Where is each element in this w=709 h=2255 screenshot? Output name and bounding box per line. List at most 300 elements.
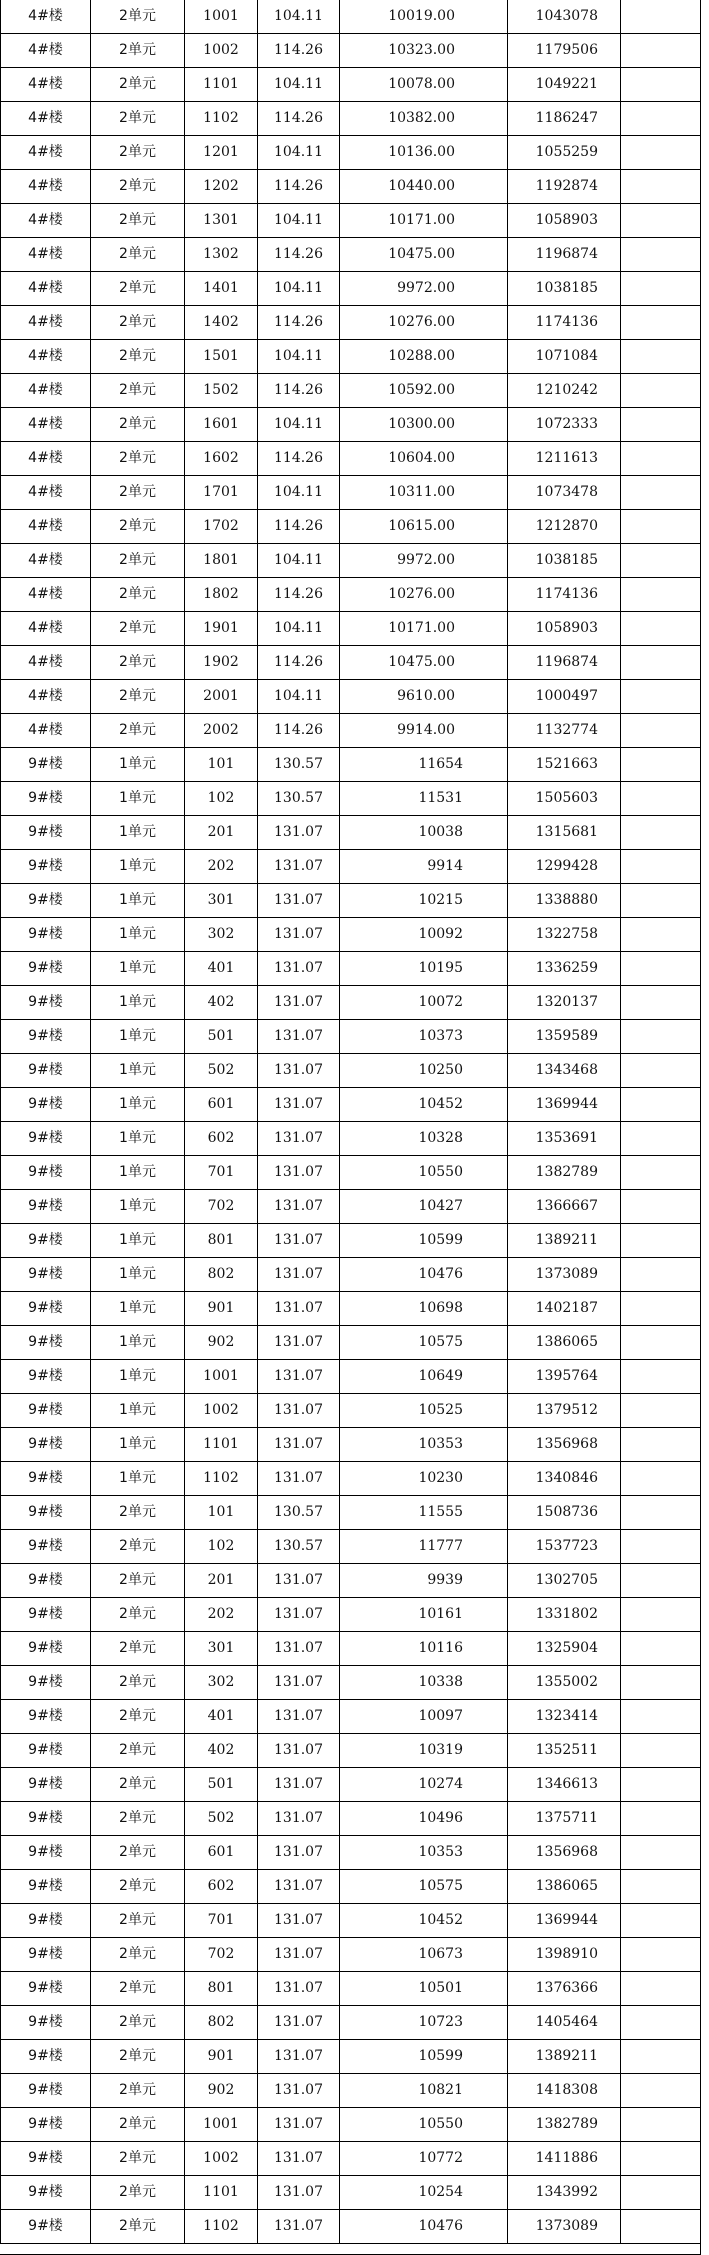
building-cell: 9#楼 [1,1088,91,1122]
room-number-cell: 1101 [185,1428,258,1462]
unit-price-cell: 10195 [340,952,508,986]
table-row [1,816,701,850]
unit-cell: 2单元 [91,374,185,408]
note-cell [621,1020,701,1054]
room-number-cell: 1902 [185,646,258,680]
area-cell: 104.11 [258,612,340,646]
room-number-cell: 1601 [185,408,258,442]
unit-cell: 2单元 [91,2176,185,2210]
building-cell: 4#楼 [1,680,91,714]
unit-cell: 1单元 [91,986,185,1020]
area-cell: 104.11 [258,680,340,714]
unit-price-cell: 10338 [340,1666,508,1700]
room-number-cell: 502 [185,1802,258,1836]
unit-cell: 1单元 [91,1054,185,1088]
table-row [1,34,701,68]
area-cell: 131.07 [258,850,340,884]
building-cell: 4#楼 [1,442,91,476]
table-row [1,2108,701,2142]
building-cell: 9#楼 [1,2210,91,2244]
unit-cell: 1单元 [91,918,185,952]
room-number-cell: 902 [185,1326,258,1360]
building-cell: 4#楼 [1,612,91,646]
area-cell: 104.11 [258,476,340,510]
room-number-cell: 601 [185,1836,258,1870]
building-cell: 4#楼 [1,34,91,68]
total-price-cell: 1323414 [508,1700,621,1734]
total-price-cell: 1402187 [508,1292,621,1326]
note-cell [621,1462,701,1496]
total-price-cell: 1174136 [508,306,621,340]
note-cell [621,612,701,646]
unit-price-cell: 10575 [340,1326,508,1360]
unit-price-cell: 10078.00 [340,68,508,102]
unit-cell: 2单元 [91,1598,185,1632]
total-price-cell: 1058903 [508,204,621,238]
unit-cell: 2单元 [91,544,185,578]
unit-cell: 1单元 [91,1190,185,1224]
total-price-cell: 1373089 [508,2210,621,2244]
building-cell: 9#楼 [1,1836,91,1870]
note-cell [621,1122,701,1156]
area-cell: 131.07 [258,2108,340,2142]
area-cell: 131.07 [258,1394,340,1428]
table-row [1,1530,701,1564]
building-cell: 4#楼 [1,68,91,102]
unit-cell: 2单元 [91,1972,185,2006]
note-cell [621,1564,701,1598]
unit-cell: 2单元 [91,102,185,136]
room-number-cell: 701 [185,1156,258,1190]
room-number-cell: 501 [185,1020,258,1054]
unit-cell: 2单元 [91,2040,185,2074]
unit-price-cell: 10288.00 [340,340,508,374]
table-row [1,544,701,578]
note-cell [621,204,701,238]
building-cell: 9#楼 [1,1190,91,1224]
unit-price-cell: 11531 [340,782,508,816]
note-cell [621,2040,701,2074]
unit-cell: 1单元 [91,1020,185,1054]
note-cell [621,986,701,1020]
unit-cell: 2单元 [91,2006,185,2040]
building-cell: 9#楼 [1,1530,91,1564]
area-cell: 114.26 [258,374,340,408]
table-row [1,170,701,204]
total-price-cell: 1375711 [508,1802,621,1836]
unit-price-cell: 10328 [340,1122,508,1156]
table-row [1,1020,701,1054]
total-price-cell: 1340846 [508,1462,621,1496]
unit-price-cell: 10072 [340,986,508,1020]
total-price-cell: 1071084 [508,340,621,374]
unit-cell: 1单元 [91,748,185,782]
room-number-cell: 102 [185,782,258,816]
area-cell: 131.07 [258,1768,340,1802]
unit-cell: 2单元 [91,1904,185,1938]
building-cell: 4#楼 [1,578,91,612]
note-cell [621,748,701,782]
total-price-cell: 1356968 [508,1428,621,1462]
room-number-cell: 401 [185,952,258,986]
note-cell [621,1054,701,1088]
unit-price-cell: 9610.00 [340,680,508,714]
building-cell: 9#楼 [1,952,91,986]
note-cell [621,238,701,272]
room-number-cell: 201 [185,816,258,850]
area-cell: 131.07 [258,1632,340,1666]
table-row [1,1768,701,1802]
building-cell: 4#楼 [1,136,91,170]
area-cell: 131.07 [258,1700,340,1734]
area-cell: 131.07 [258,952,340,986]
unit-price-cell: 10038 [340,816,508,850]
note-cell [621,340,701,374]
note-cell [621,1190,701,1224]
building-cell: 9#楼 [1,884,91,918]
room-number-cell: 1101 [185,68,258,102]
total-price-cell: 1055259 [508,136,621,170]
note-cell [621,2210,701,2244]
table-row [1,1972,701,2006]
note-cell [621,714,701,748]
unit-cell: 2单元 [91,136,185,170]
building-cell: 9#楼 [1,1496,91,1530]
area-cell: 104.11 [258,204,340,238]
room-number-cell: 802 [185,1258,258,1292]
room-number-cell: 602 [185,1122,258,1156]
room-number-cell: 402 [185,986,258,1020]
total-price-cell: 1405464 [508,2006,621,2040]
unit-cell: 1单元 [91,1088,185,1122]
building-cell: 4#楼 [1,340,91,374]
table-row [1,646,701,680]
room-number-cell: 102 [185,1530,258,1564]
unit-price-cell: 10452 [340,1088,508,1122]
note-cell [621,1530,701,1564]
note-cell [621,884,701,918]
room-number-cell: 1701 [185,476,258,510]
total-price-cell: 1356968 [508,1836,621,1870]
unit-price-cell: 10276.00 [340,578,508,612]
note-cell [621,1870,701,1904]
room-number-cell: 702 [185,1938,258,1972]
room-number-cell: 601 [185,1088,258,1122]
table-row [1,680,701,714]
area-cell: 130.57 [258,1496,340,1530]
building-cell: 4#楼 [1,170,91,204]
unit-cell: 1单元 [91,1156,185,1190]
building-cell: 9#楼 [1,1700,91,1734]
area-cell: 114.26 [258,646,340,680]
total-price-cell: 1196874 [508,646,621,680]
note-cell [621,2074,701,2108]
note-cell [621,272,701,306]
table-row [1,782,701,816]
total-price-cell: 1521663 [508,748,621,782]
unit-cell: 1单元 [91,1360,185,1394]
note-cell [621,1734,701,1768]
building-cell: 9#楼 [1,2006,91,2040]
table-row [1,374,701,408]
table-row [1,1122,701,1156]
table-row [1,1428,701,1462]
total-price-cell: 1038185 [508,272,621,306]
building-cell: 9#楼 [1,1122,91,1156]
unit-price-cell: 10496 [340,1802,508,1836]
unit-cell: 2单元 [91,646,185,680]
unit-price-cell: 10382.00 [340,102,508,136]
table-row [1,408,701,442]
room-number-cell: 401 [185,1700,258,1734]
unit-cell: 2单元 [91,408,185,442]
room-number-cell: 1002 [185,34,258,68]
room-number-cell: 801 [185,1972,258,2006]
note-cell [621,1258,701,1292]
room-number-cell: 902 [185,2074,258,2108]
area-cell: 114.26 [258,102,340,136]
total-price-cell: 1343468 [508,1054,621,1088]
note-cell [621,306,701,340]
unit-price-cell: 10698 [340,1292,508,1326]
room-number-cell: 1001 [185,2108,258,2142]
table-row [1,1870,701,1904]
unit-cell: 2单元 [91,68,185,102]
note-cell [621,1156,701,1190]
note-cell [621,1598,701,1632]
area-cell: 131.07 [258,2006,340,2040]
unit-cell: 2单元 [91,1768,185,1802]
total-price-cell: 1336259 [508,952,621,986]
area-cell: 131.07 [258,1258,340,1292]
unit-price-cell: 11777 [340,1530,508,1564]
unit-price-cell: 10525 [340,1394,508,1428]
unit-cell: 2单元 [91,1870,185,1904]
note-cell [621,510,701,544]
unit-price-cell: 10476 [340,1258,508,1292]
building-cell: 9#楼 [1,2074,91,2108]
unit-price-cell: 10230 [340,1462,508,1496]
total-price-cell: 1389211 [508,2040,621,2074]
unit-price-cell: 10475.00 [340,238,508,272]
area-cell: 114.26 [258,510,340,544]
table-row [1,1598,701,1632]
unit-price-cell: 10452 [340,1904,508,1938]
unit-cell: 2单元 [91,510,185,544]
table-row [1,2210,701,2244]
unit-price-cell: 10215 [340,884,508,918]
unit-cell: 2单元 [91,2210,185,2244]
unit-cell: 2单元 [91,340,185,374]
note-cell [621,2142,701,2176]
unit-cell: 1单元 [91,1258,185,1292]
unit-cell: 1单元 [91,1122,185,1156]
table-row [1,1632,701,1666]
table-row [1,136,701,170]
note-cell [621,1768,701,1802]
area-cell: 104.11 [258,0,340,34]
building-cell: 9#楼 [1,1326,91,1360]
table-row [1,1258,701,1292]
table-row [1,714,701,748]
unit-cell: 1单元 [91,850,185,884]
table-row [1,272,701,306]
unit-cell: 2单元 [91,1564,185,1598]
building-cell: 9#楼 [1,1360,91,1394]
table-row [1,850,701,884]
building-cell: 4#楼 [1,714,91,748]
note-cell [621,1666,701,1700]
building-cell: 9#楼 [1,1054,91,1088]
area-cell: 131.07 [258,1734,340,1768]
area-cell: 130.57 [258,1530,340,1564]
area-cell: 131.07 [258,2074,340,2108]
building-cell: 9#楼 [1,1632,91,1666]
unit-cell: 2单元 [91,1632,185,1666]
room-number-cell: 202 [185,1598,258,1632]
room-number-cell: 501 [185,1768,258,1802]
building-cell: 9#楼 [1,986,91,1020]
room-number-cell: 2001 [185,680,258,714]
total-price-cell: 1369944 [508,1904,621,1938]
unit-cell: 1单元 [91,1224,185,1258]
note-cell [621,68,701,102]
unit-cell: 2单元 [91,1496,185,1530]
room-number-cell: 301 [185,884,258,918]
total-price-cell: 1379512 [508,1394,621,1428]
area-cell: 131.07 [258,1088,340,1122]
unit-price-cell: 10821 [340,2074,508,2108]
building-cell: 9#楼 [1,1020,91,1054]
note-cell [621,1292,701,1326]
note-cell [621,1904,701,1938]
unit-price-cell: 11555 [340,1496,508,1530]
note-cell [621,952,701,986]
total-price-cell: 1346613 [508,1768,621,1802]
unit-cell: 2单元 [91,272,185,306]
room-number-cell: 1401 [185,272,258,306]
area-cell: 131.07 [258,1666,340,1700]
total-price-cell: 1386065 [508,1326,621,1360]
table-row [1,1700,701,1734]
room-number-cell: 1402 [185,306,258,340]
unit-cell: 2单元 [91,578,185,612]
area-cell: 114.26 [258,34,340,68]
unit-price-cell: 10550 [340,2108,508,2142]
unit-cell: 2单元 [91,2108,185,2142]
building-cell: 9#楼 [1,1428,91,1462]
area-cell: 104.11 [258,272,340,306]
note-cell [621,408,701,442]
table-row [1,918,701,952]
unit-cell: 2单元 [91,714,185,748]
room-number-cell: 1102 [185,102,258,136]
unit-cell: 2单元 [91,1802,185,1836]
area-cell: 114.26 [258,306,340,340]
total-price-cell: 1073478 [508,476,621,510]
unit-cell: 2单元 [91,238,185,272]
building-cell: 9#楼 [1,1972,91,2006]
building-cell: 4#楼 [1,544,91,578]
unit-price-cell: 10136.00 [340,136,508,170]
note-cell [621,816,701,850]
building-cell: 9#楼 [1,782,91,816]
total-price-cell: 1302705 [508,1564,621,1598]
room-number-cell: 1702 [185,510,258,544]
unit-price-cell: 10723 [340,2006,508,2040]
room-number-cell: 1202 [185,170,258,204]
total-price-cell: 1196874 [508,238,621,272]
note-cell [621,1496,701,1530]
area-cell: 131.07 [258,1802,340,1836]
building-cell: 9#楼 [1,1904,91,1938]
area-cell: 131.07 [258,1564,340,1598]
building-cell: 9#楼 [1,1802,91,1836]
table-row [1,986,701,1020]
area-cell: 131.07 [258,2040,340,2074]
note-cell [621,102,701,136]
total-price-cell: 1386065 [508,1870,621,1904]
room-number-cell: 1301 [185,204,258,238]
room-number-cell: 1602 [185,442,258,476]
total-price-cell: 1000497 [508,680,621,714]
room-number-cell: 1801 [185,544,258,578]
area-cell: 131.07 [258,2210,340,2244]
table-row [1,1938,701,1972]
table-row [1,1292,701,1326]
total-price-cell: 1132774 [508,714,621,748]
building-cell: 9#楼 [1,816,91,850]
note-cell [621,544,701,578]
table-row [1,1462,701,1496]
total-price-cell: 1353691 [508,1122,621,1156]
unit-price-cell: 9972.00 [340,544,508,578]
table-row [1,1326,701,1360]
unit-price-cell: 10673 [340,1938,508,1972]
room-number-cell: 901 [185,1292,258,1326]
table-row [1,748,701,782]
unit-price-cell: 11654 [340,748,508,782]
table-row [1,1564,701,1598]
building-cell: 9#楼 [1,1666,91,1700]
building-cell: 9#楼 [1,748,91,782]
unit-cell: 2单元 [91,2142,185,2176]
building-cell: 9#楼 [1,1258,91,1292]
total-price-cell: 1338880 [508,884,621,918]
building-cell: 9#楼 [1,1156,91,1190]
area-cell: 131.07 [258,1598,340,1632]
room-number-cell: 1102 [185,1462,258,1496]
building-cell: 4#楼 [1,646,91,680]
table-row [1,1394,701,1428]
note-cell [621,1360,701,1394]
note-cell [621,850,701,884]
note-cell [621,1938,701,1972]
room-number-cell: 301 [185,1632,258,1666]
area-cell: 131.07 [258,1190,340,1224]
total-price-cell: 1299428 [508,850,621,884]
unit-cell: 1单元 [91,1394,185,1428]
total-price-cell: 1212870 [508,510,621,544]
note-cell [621,476,701,510]
room-number-cell: 2002 [185,714,258,748]
note-cell [621,34,701,68]
area-cell: 131.07 [258,1020,340,1054]
area-cell: 104.11 [258,68,340,102]
total-price-cell: 1322758 [508,918,621,952]
unit-price-cell: 10019.00 [340,0,508,34]
room-number-cell: 1002 [185,1394,258,1428]
